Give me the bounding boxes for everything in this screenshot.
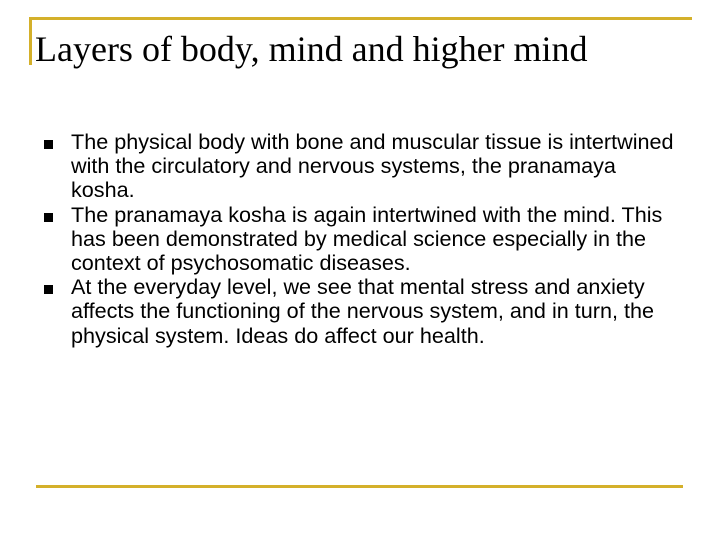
bottom-rule <box>36 485 683 488</box>
slide-title: Layers of body, mind and higher mind <box>35 29 588 69</box>
bullet-item <box>44 130 684 203</box>
bullet-item <box>44 203 684 276</box>
square-bullet-icon <box>44 213 53 222</box>
square-bullet-icon <box>44 285 53 294</box>
bullet-text: The pranamaya kosha is again intertwined with the mind. This has been demonstrated by medical science especially in the context of psychosomatic diseases. <box>71 201 663 276</box>
bullet-text: At the everyday level, we see that mental stress and anxiety affects the functioning of the nervous system, and in turn, the physical system. Ideas do affect our health. <box>71 274 654 348</box>
bullet-list <box>44 130 684 348</box>
title-top-rule <box>29 17 692 20</box>
square-bullet-icon <box>44 140 53 149</box>
title-left-rule <box>29 17 32 65</box>
bullet-text: The physical body with bone and muscular tissue is intertwined with the circulatory and nervous systems, the pranamaya kosha. <box>71 129 674 203</box>
bullet-item <box>44 275 684 348</box>
